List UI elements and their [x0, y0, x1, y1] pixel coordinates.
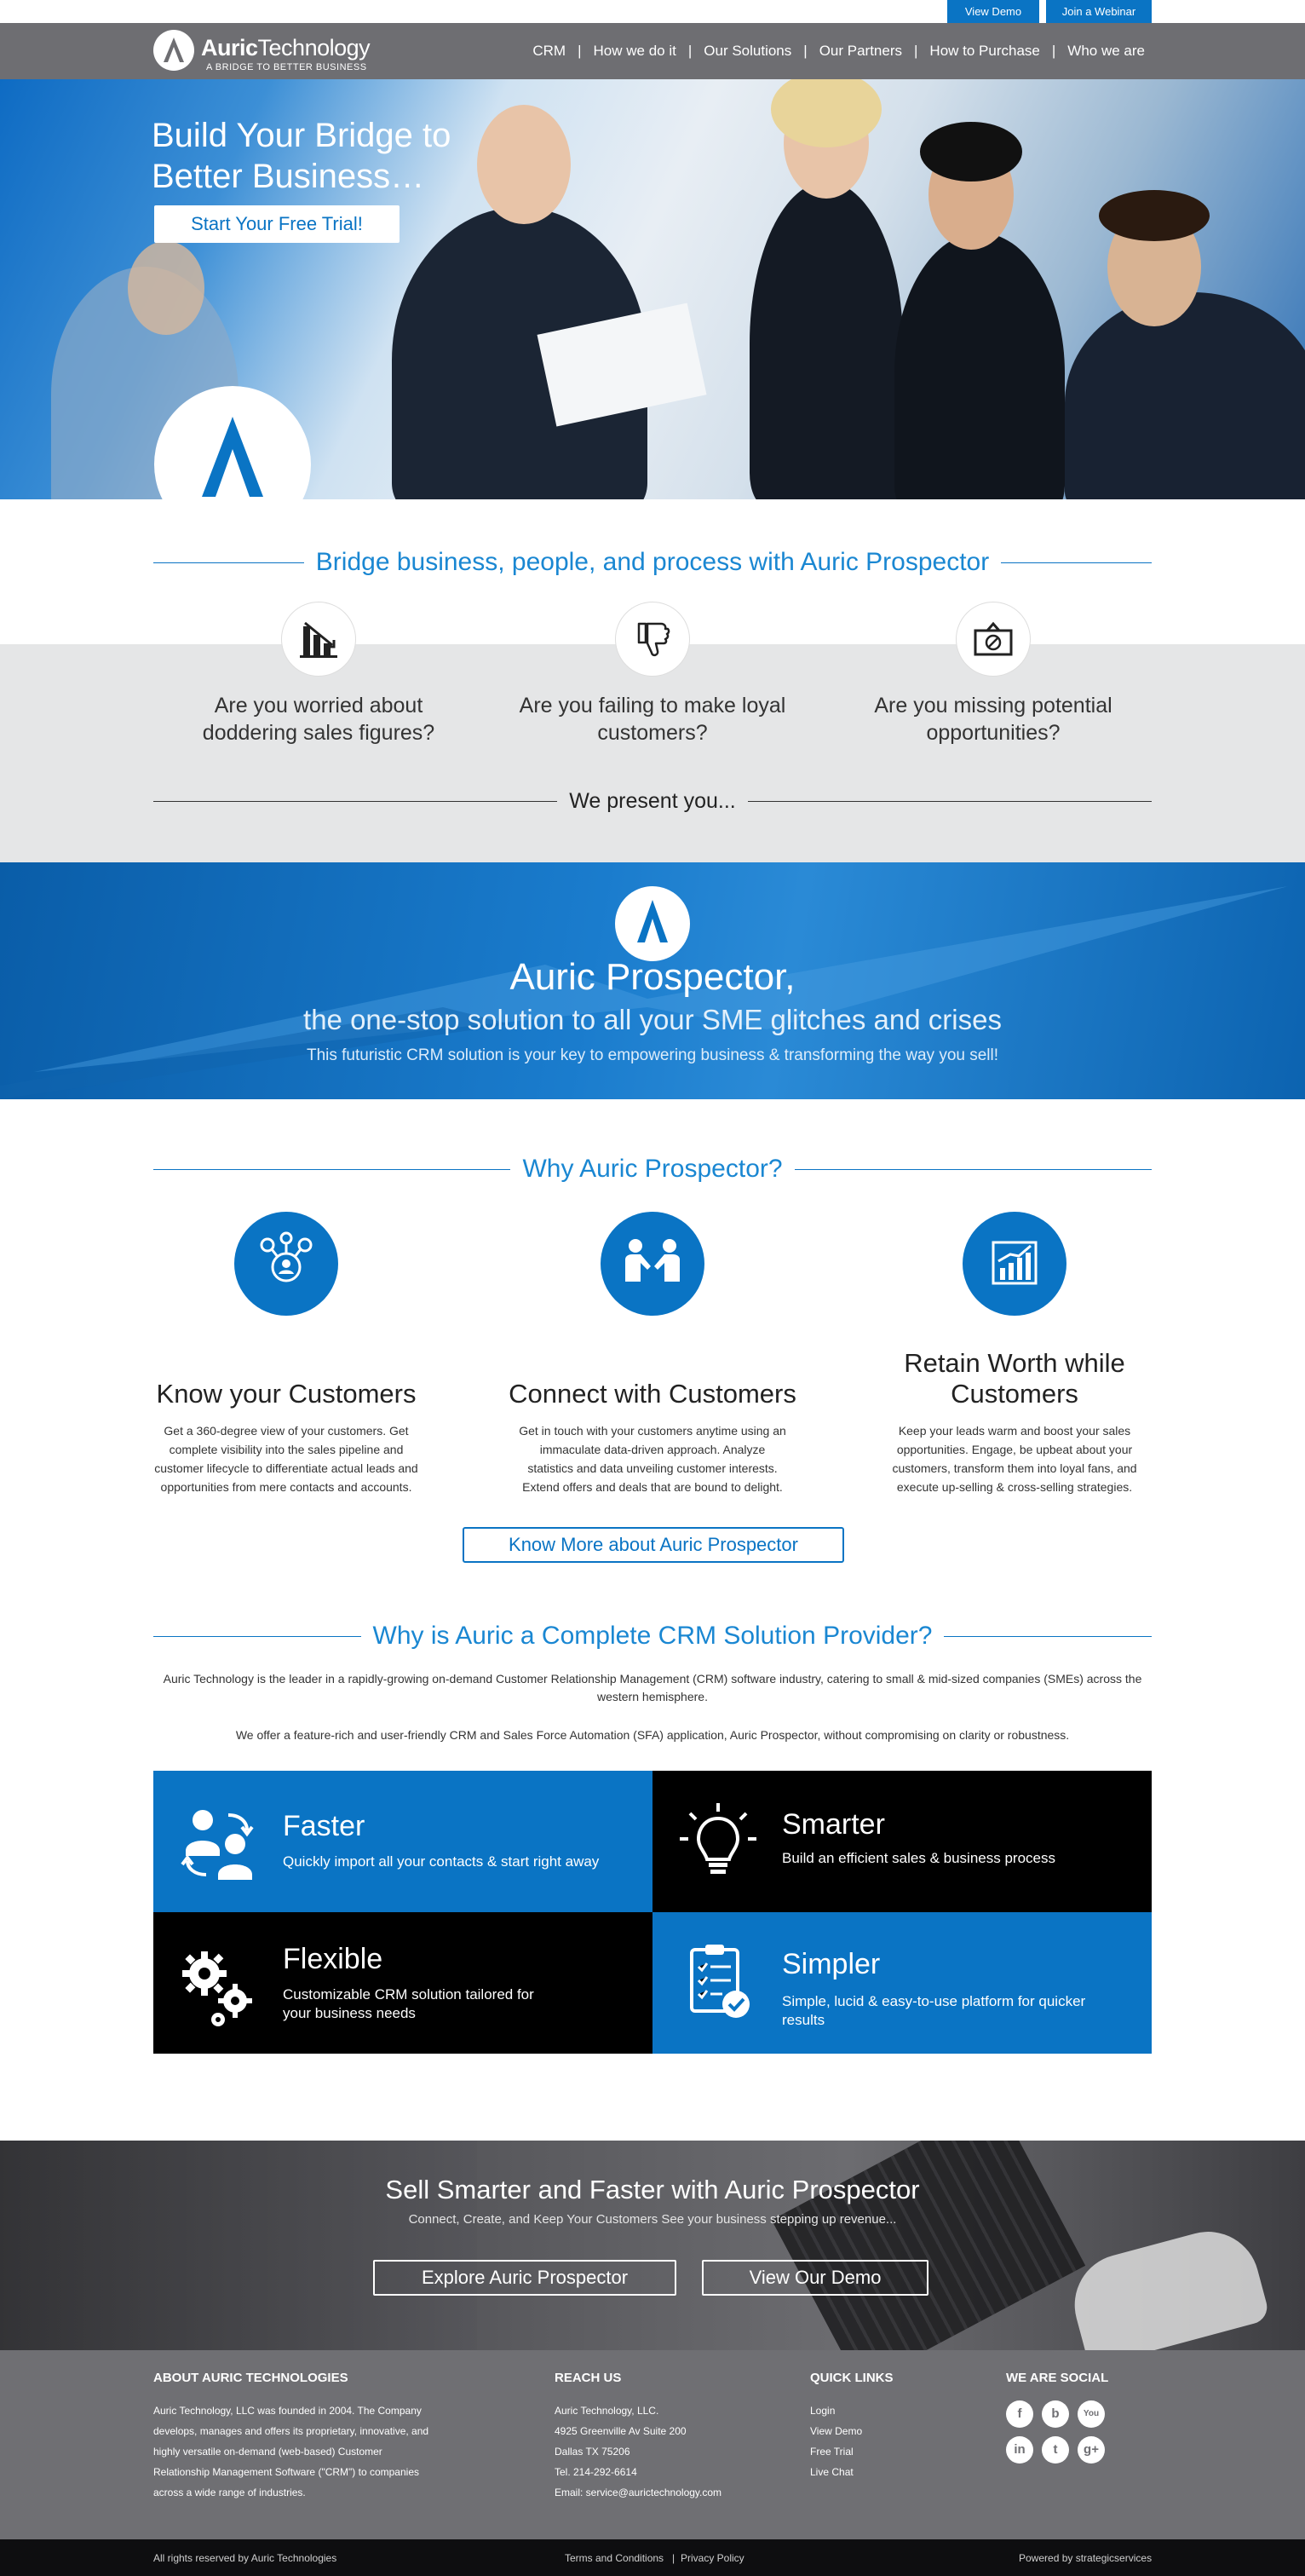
footer-phone: Tel. 214-292-6614: [555, 2466, 637, 2478]
nav-our-partners[interactable]: Our Partners: [819, 43, 902, 59]
feature-connect-customers: [499, 1212, 806, 1496]
free-trial-button[interactable]: Start Your Free Trial!: [154, 205, 400, 243]
concern-loyal-customers: [512, 602, 793, 746]
concern-text: Are you worried about doddering sales figures?: [202, 694, 435, 745]
declining-chart-icon: [281, 602, 356, 677]
tile-title: Faster: [283, 1810, 365, 1842]
crm-offer-paragraph: We offer a feature-rich and user-friendly CRM and Sales Force Automation (SFA) application, Auric Prospector, without compromising on clarity or robustness.: [235, 1728, 1070, 1742]
top-strip: [0, 0, 1305, 23]
footer-about-text: across a wide range of industries.: [153, 2487, 306, 2498]
footer-about-text: Relationship Management Software ("CRM") to companies: [153, 2466, 419, 2478]
footer-social: [1006, 2371, 1152, 2464]
feature-retain-customers: [861, 1212, 1168, 1496]
cta-subtitle: Connect, Create, and Keep Your Customers See your business stepping up revenue...: [408, 2212, 897, 2227]
feature-title: Retain Worth while Customers: [904, 1348, 1125, 1409]
footer-link-login[interactable]: Login: [810, 2405, 836, 2417]
prospector-banner: [0, 862, 1305, 1099]
view-our-demo-button[interactable]: View Our Demo: [702, 2260, 928, 2296]
tile-description: Customizable CRM solution tailored for your business needs: [283, 1986, 534, 2021]
tile-description: Simple, lucid & easy-to-use platform for quicker results: [782, 1993, 1086, 2028]
nav-crm[interactable]: CRM: [532, 43, 566, 59]
prospector-logo-icon: [615, 886, 690, 961]
tile-description: Build an efficient sales & business process: [782, 1850, 1055, 1866]
hero-banner: [0, 79, 1305, 499]
nav-separator: |: [803, 43, 808, 59]
footer-quick-links: [810, 2371, 963, 2482]
copyright-text: All rights reserved by Auric Technologies: [153, 2552, 337, 2564]
we-present-divider: We present you...: [153, 786, 1152, 816]
concern-opportunities: [853, 602, 1134, 746]
nav-separator: |: [687, 43, 693, 59]
bottom-bar: [0, 2539, 1305, 2576]
linkedin-icon[interactable]: in: [1006, 2436, 1033, 2464]
footer-about-text: Auric Technology, LLC was founded in 2004. The Company: [153, 2405, 422, 2417]
logo-tagline: A BRIDGE TO BETTER BUSINESS: [206, 62, 367, 72]
footer-email-link[interactable]: Email: service@aurictechnology.com: [555, 2487, 722, 2498]
missed-opportunity-icon: [956, 602, 1031, 677]
know-more-button[interactable]: Know More about Auric Prospector: [463, 1527, 844, 1563]
concern-text: Are you failing to make loyal customers?: [519, 694, 786, 745]
powered-by-text: Powered by strategicservices: [1019, 2552, 1153, 2564]
blogger-icon[interactable]: b: [1042, 2400, 1069, 2428]
main-nav: [526, 23, 1152, 79]
footer-about-text: develops, manages and offers its proprietary, innovative, and: [153, 2425, 429, 2437]
nav-separator: |: [1051, 43, 1056, 59]
user-exchange-icon: [174, 1796, 264, 1887]
cta-band: [0, 2141, 1305, 2350]
nav-how-we-do-it[interactable]: How we do it: [593, 43, 676, 59]
explore-prospector-button[interactable]: Explore Auric Prospector: [373, 2260, 676, 2296]
footer: [0, 2350, 1305, 2539]
facebook-icon[interactable]: f: [1006, 2400, 1033, 2428]
auric-badge-icon: [154, 386, 311, 499]
footer-separator: |: [672, 2552, 675, 2564]
logo-mark-icon: [153, 30, 194, 71]
feature-description: Keep your leads warm and boost your sales opportunities. Engage, be upbeat about your customers, transform them into loyal fans, and execute up-selling & cross-selling strategies.: [892, 1424, 1137, 1494]
clipboard-check-icon: [673, 1938, 763, 2028]
feature-title: Know your Customers: [156, 1379, 417, 1409]
logo[interactable]: [153, 26, 375, 76]
bridge-section-title: Bridge business, people, and process with Auric Prospector: [153, 545, 1152, 579]
tile-title: Smarter: [782, 1808, 885, 1841]
tile-faster: [153, 1771, 652, 1912]
social-icons: [1006, 2400, 1125, 2464]
tile-flexible: [153, 1912, 652, 2054]
footer-link-free-trial[interactable]: Free Trial: [810, 2446, 854, 2458]
feature-description: Get a 360-degree view of your customers. Get complete visibility into the sales pipeline and customer lifecycle to differentiate actual leads and opportunities from mere contacts and accounts.: [154, 1424, 418, 1494]
handshake-icon: [601, 1212, 704, 1316]
banner-title: Auric Prospector,: [509, 956, 796, 998]
customer-network-icon: [234, 1212, 338, 1316]
nav-separator: |: [578, 43, 582, 59]
tile-title: Flexible: [283, 1943, 383, 1975]
nav-how-to-purchase[interactable]: How to Purchase: [929, 43, 1040, 59]
footer-reach: [555, 2371, 776, 2503]
footer-address: 4925 Greenville Av Suite 200: [555, 2425, 687, 2437]
youtube-icon[interactable]: You: [1078, 2400, 1105, 2428]
concern-sales-figures: [178, 602, 459, 746]
nav-our-solutions[interactable]: Our Solutions: [704, 43, 792, 59]
why-prospector-title: Why Auric Prospector?: [153, 1152, 1152, 1186]
terms-link[interactable]: Terms and Conditions: [565, 2552, 664, 2564]
banner-description: This futuristic CRM solution is your key to empowering business & transforming the way you sell!: [306, 1046, 999, 1064]
google-plus-icon[interactable]: g+: [1078, 2436, 1105, 2464]
footer-city: Dallas TX 75206: [555, 2446, 630, 2458]
footer-reach-heading: REACH US: [555, 2371, 622, 2385]
complete-crm-title: Why is Auric a Complete CRM Solution Provider?: [153, 1619, 1152, 1653]
footer-links-heading: QUICK LINKS: [810, 2371, 894, 2385]
tile-description: Quickly import all your contacts & start right away: [283, 1853, 600, 1870]
feature-title: Connect with Customers: [509, 1379, 796, 1409]
footer-social-heading: WE ARE SOCIAL: [1006, 2371, 1109, 2385]
cta-title: Sell Smarter and Faster with Auric Prospector: [385, 2175, 920, 2204]
footer-link-view-demo[interactable]: View Demo: [810, 2425, 863, 2437]
footer-about-heading: ABOUT AURIC TECHNOLOGIES: [153, 2371, 348, 2385]
privacy-link[interactable]: Privacy Policy: [681, 2552, 744, 2564]
gears-icon: [174, 1938, 264, 2028]
lightbulb-icon: [673, 1796, 763, 1887]
footer-link-live-chat[interactable]: Live Chat: [810, 2466, 854, 2478]
tile-smarter: [652, 1771, 1152, 1912]
growth-chart-icon: [963, 1212, 1066, 1316]
footer-about: [153, 2371, 460, 2503]
concern-text: Are you missing potential opportunities?: [874, 694, 1112, 745]
view-demo-button[interactable]: View Demo: [947, 0, 1039, 23]
hero-title: Build Your Bridge to Better Business…: [152, 117, 451, 195]
banner-subtitle: the one-stop solution to all your SME glitches and crises: [303, 1004, 1002, 1035]
join-webinar-button[interactable]: Join a Webinar: [1046, 0, 1152, 23]
thumbs-down-icon: [615, 602, 690, 677]
feature-know-customers: [133, 1212, 440, 1496]
tile-title: Simpler: [782, 1948, 881, 1980]
twitter-icon[interactable]: t: [1042, 2436, 1069, 2464]
footer-company: Auric Technology, LLC.: [555, 2405, 659, 2417]
footer-about-text: highly versatile on-demand (web-based) Customer: [153, 2446, 382, 2458]
nav-separator: |: [914, 43, 918, 59]
navbar: [0, 23, 1305, 79]
tile-simpler: [652, 1912, 1152, 2054]
feature-description: Get in touch with your customers anytime using an immaculate data-driven approach. Analyze statistics and data unveiling customer interests. Extend offers and deals that are bound to delight.: [519, 1424, 786, 1494]
nav-who-we-are[interactable]: Who we are: [1067, 43, 1145, 59]
logo-name: AuricTechnology: [201, 35, 371, 61]
crm-intro-paragraph: Auric Technology is the leader in a rapidly-growing on-demand Customer Relationship Management (CRM) software industry, catering to small & mid-sized companies (SMEs) across the western hemisphere.: [163, 1672, 1142, 1703]
